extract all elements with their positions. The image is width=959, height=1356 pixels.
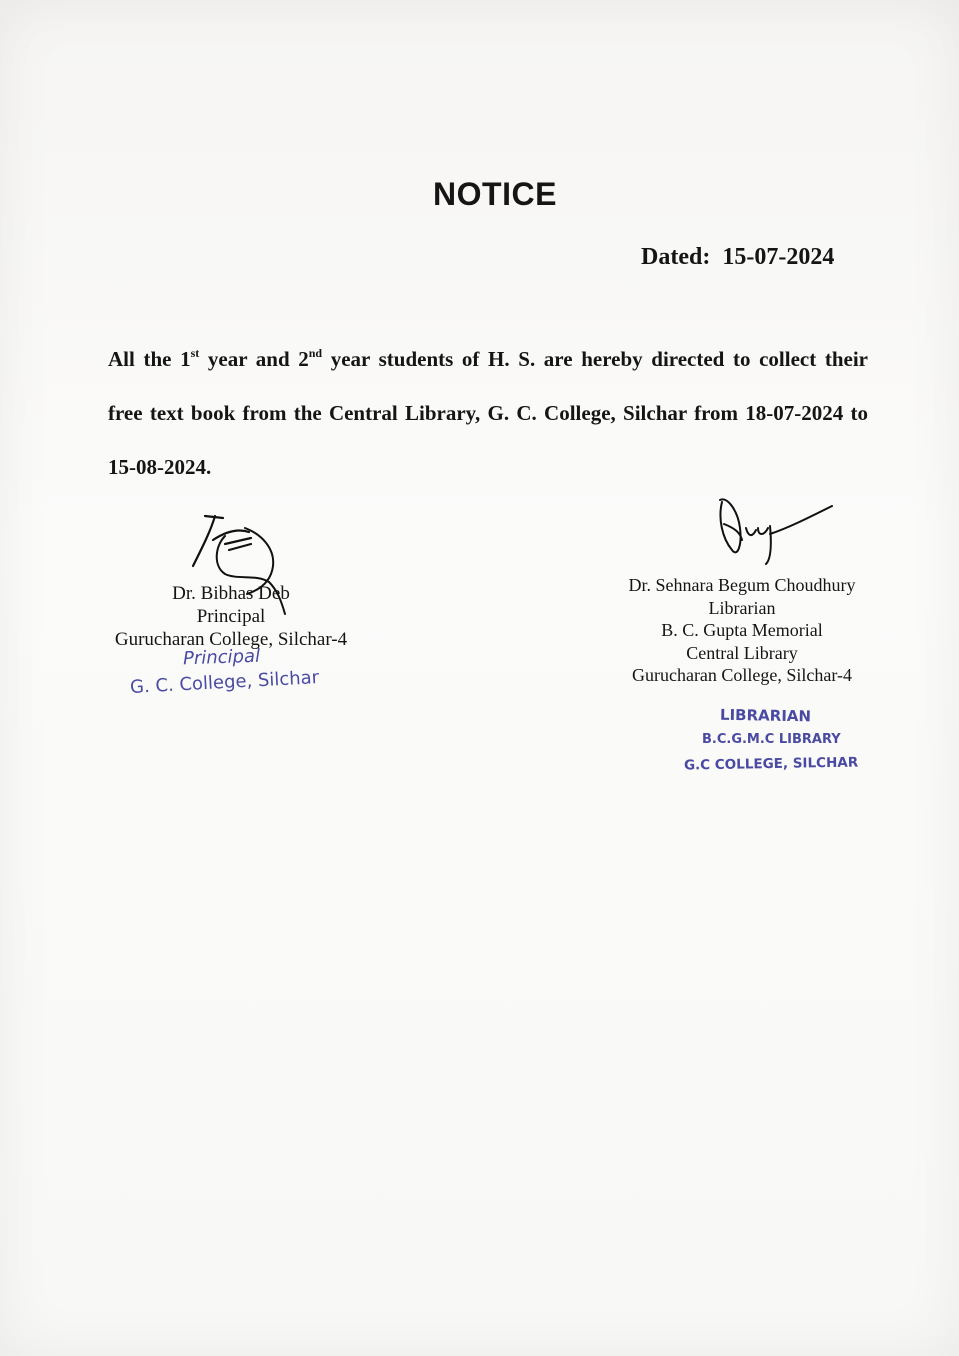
- body-sup-1: st: [190, 346, 200, 360]
- notice-body: [108, 332, 868, 494]
- librarian-stamp-line3: G.C COLLEGE, SILCHAR: [683, 754, 859, 774]
- library-name-line1: B. C. Gupta Memorial: [661, 620, 823, 640]
- principal-stamp-title: Principal: [182, 645, 261, 670]
- principal-block: [96, 582, 366, 651]
- body-part-1: All the 1: [108, 347, 191, 371]
- librarian-signature: [712, 488, 842, 568]
- notice-date: [641, 244, 834, 271]
- librarian-name: Dr. Sehnara Begum Choudhury: [628, 575, 856, 595]
- principal-name: Dr. Bibhas Deb: [172, 583, 290, 604]
- principal-stamp-college: G. C. College, Silchar: [129, 667, 320, 698]
- dated-label: Dated:: [641, 244, 711, 270]
- body-part-3: year students of H. S. are hereby directed to collect their free text book from the Central Library, G. C. College, Silchar from 18-07-2024 to 15-08-2024.: [108, 347, 868, 479]
- body-sup-2: nd: [308, 346, 323, 360]
- librarian-designation: Librarian: [708, 597, 776, 618]
- body-part-2: year and 2: [199, 347, 309, 371]
- librarian-institution: Gurucharan College, Silchar-4: [631, 665, 853, 685]
- dated-value: 15-07-2024: [722, 244, 835, 270]
- notice-title: NOTICE: [433, 176, 557, 212]
- principal-designation: Principal: [196, 606, 266, 627]
- librarian-stamp: [682, 704, 862, 776]
- librarian-stamp-line1: LIBRARIAN: [719, 705, 812, 726]
- librarian-stamp-line2: B.C.G.M.C LIBRARY: [702, 732, 841, 747]
- library-name-line2: Central Library: [686, 642, 798, 663]
- librarian-block: [612, 574, 872, 687]
- principal-institution: Gurucharan College, Silchar-4: [114, 629, 348, 650]
